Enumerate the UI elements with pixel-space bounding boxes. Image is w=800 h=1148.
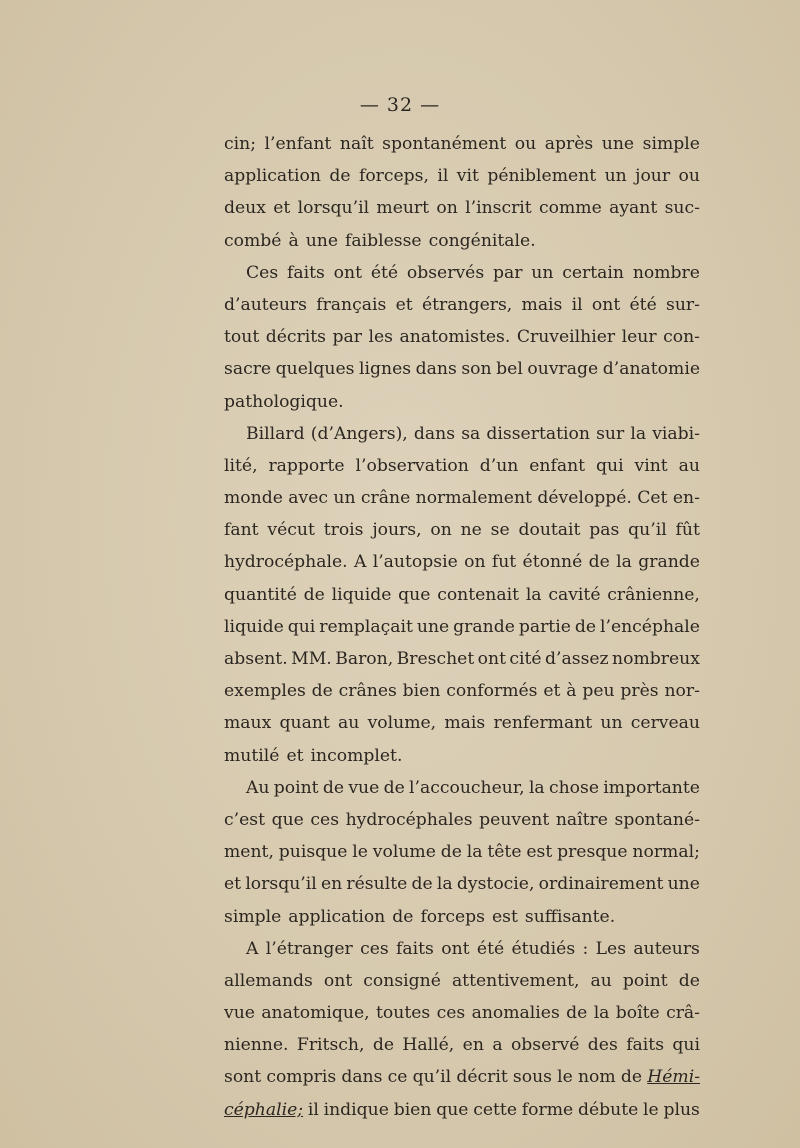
word: la bbox=[616, 552, 632, 573]
word: spontané- bbox=[614, 809, 700, 830]
word: par bbox=[492, 262, 523, 283]
word: et bbox=[543, 681, 561, 702]
word: anatomistes. bbox=[399, 327, 511, 348]
word: conformés bbox=[446, 681, 538, 702]
word: près bbox=[620, 681, 659, 702]
word: crâ- bbox=[666, 1003, 700, 1024]
word: suffisante. bbox=[524, 906, 616, 927]
word: Billard bbox=[246, 423, 305, 444]
word: normalement bbox=[415, 488, 532, 509]
word: ordinairement bbox=[538, 874, 664, 895]
word: de bbox=[311, 681, 333, 702]
word: vue bbox=[348, 777, 380, 798]
word: d’anatomie bbox=[602, 359, 700, 380]
word: la bbox=[593, 1003, 610, 1024]
word: Fritsch, bbox=[296, 1035, 365, 1056]
text-line bbox=[224, 289, 700, 321]
word: quantité bbox=[224, 584, 297, 605]
text-line bbox=[224, 740, 700, 772]
word: ont bbox=[323, 970, 353, 991]
word: on bbox=[436, 198, 458, 219]
word: ment, bbox=[224, 842, 274, 863]
word: attentivement, bbox=[451, 970, 580, 991]
paragraph-first-line bbox=[224, 933, 700, 965]
word: Baron, bbox=[335, 649, 394, 669]
word: rapporte bbox=[268, 455, 345, 476]
word: naît bbox=[339, 134, 374, 154]
word: enfant bbox=[529, 455, 586, 476]
word: étrangers, bbox=[421, 294, 513, 315]
word: avec bbox=[288, 488, 329, 509]
word: : bbox=[582, 938, 589, 959]
word: crânes bbox=[338, 681, 397, 702]
word: Hallé, bbox=[402, 1035, 455, 1056]
word: qui bbox=[596, 455, 624, 476]
word: développé. bbox=[537, 488, 632, 509]
word: forceps bbox=[420, 906, 485, 927]
word: étudiés bbox=[511, 938, 576, 959]
word: Cet bbox=[637, 488, 668, 509]
word: anomalies bbox=[471, 1003, 560, 1024]
word: l’autopsie bbox=[372, 552, 458, 573]
word: presque bbox=[557, 842, 628, 863]
word: de bbox=[574, 616, 597, 637]
word: ont bbox=[333, 262, 362, 283]
word: un bbox=[604, 166, 627, 187]
word: faits bbox=[626, 1035, 665, 1056]
text-line bbox=[224, 482, 700, 514]
word: quelques bbox=[275, 359, 355, 380]
word: (d’Angers), bbox=[310, 423, 408, 444]
word: d’un bbox=[479, 455, 519, 476]
word: de bbox=[620, 1067, 643, 1088]
text-line bbox=[224, 514, 700, 546]
word: vue bbox=[224, 1003, 255, 1024]
word: normal; bbox=[632, 842, 700, 863]
word: chose bbox=[548, 777, 600, 798]
word: A bbox=[353, 552, 367, 573]
word: mais bbox=[444, 713, 486, 734]
word: l’encéphale bbox=[599, 616, 700, 637]
word: vint bbox=[634, 455, 668, 476]
word: un bbox=[600, 713, 623, 734]
word: simple bbox=[224, 906, 282, 927]
word: de bbox=[588, 552, 610, 573]
word: sur bbox=[596, 423, 625, 444]
word: maux bbox=[224, 713, 272, 734]
word: crâne bbox=[360, 488, 411, 509]
word: auteurs bbox=[633, 938, 700, 959]
word: liquide bbox=[331, 584, 392, 605]
word: que bbox=[436, 1099, 469, 1120]
word: dans bbox=[341, 1067, 383, 1088]
word: vit bbox=[456, 166, 479, 187]
word: on bbox=[464, 552, 486, 573]
word: fut bbox=[491, 552, 517, 573]
word: incomplet. bbox=[310, 745, 403, 766]
word: indique bbox=[323, 1099, 389, 1120]
word: allemands bbox=[224, 970, 313, 991]
word: de bbox=[392, 906, 414, 927]
word: une bbox=[667, 874, 700, 895]
text-line bbox=[224, 707, 700, 739]
word: plus bbox=[663, 1099, 700, 1120]
word: que bbox=[398, 584, 431, 605]
word: de bbox=[566, 1003, 588, 1024]
text-line bbox=[224, 997, 700, 1029]
word: le bbox=[557, 1067, 573, 1088]
word: anatomique, bbox=[261, 1003, 370, 1024]
word: grande bbox=[453, 616, 515, 637]
word: forme bbox=[521, 1099, 574, 1120]
word: faiblesse bbox=[345, 230, 422, 251]
word: à bbox=[566, 681, 577, 702]
word: remplaçait bbox=[319, 616, 413, 637]
word: simple bbox=[642, 134, 700, 154]
word: viabi- bbox=[652, 423, 700, 444]
word: naître bbox=[555, 809, 608, 830]
word: de bbox=[440, 842, 462, 863]
word: une bbox=[601, 134, 635, 154]
word: hydrocéphales bbox=[345, 809, 473, 830]
word: jour bbox=[635, 166, 671, 187]
word: de bbox=[329, 166, 351, 187]
word: Cruveilhier bbox=[516, 327, 616, 348]
text-line bbox=[224, 321, 700, 353]
word: ou bbox=[678, 166, 700, 187]
text-line bbox=[224, 192, 700, 224]
word: résulte bbox=[346, 874, 408, 895]
paragraph-first-line bbox=[224, 418, 700, 450]
word: péniblement bbox=[487, 166, 597, 187]
word: sur- bbox=[666, 294, 700, 315]
word: fût bbox=[675, 520, 700, 541]
word: jours, bbox=[372, 520, 422, 541]
word: hydrocéphale. bbox=[224, 552, 348, 573]
word: peu bbox=[582, 681, 615, 702]
text-line bbox=[224, 868, 700, 900]
word: été bbox=[629, 294, 657, 315]
word: à bbox=[288, 230, 299, 251]
word: dystocie, bbox=[456, 874, 535, 895]
word: puisque bbox=[278, 842, 348, 863]
text-line bbox=[224, 611, 700, 643]
word: la bbox=[466, 842, 483, 863]
word: sont bbox=[224, 1067, 262, 1088]
word: boîte bbox=[615, 1003, 660, 1024]
text-line bbox=[224, 675, 700, 707]
word: meurt bbox=[376, 198, 430, 219]
word: mutilé bbox=[224, 745, 280, 766]
word: fant bbox=[224, 520, 259, 541]
word: trois bbox=[323, 520, 364, 541]
word: de bbox=[411, 874, 433, 895]
word: combé bbox=[224, 230, 282, 251]
word: la bbox=[630, 423, 647, 444]
word: cerveau bbox=[630, 713, 700, 734]
text-line bbox=[224, 1029, 700, 1061]
word: un bbox=[333, 488, 356, 509]
word: de bbox=[303, 584, 325, 605]
word: crânienne, bbox=[607, 584, 700, 605]
word: leur bbox=[621, 327, 657, 348]
word: dans bbox=[415, 359, 457, 380]
word: bien bbox=[393, 1099, 432, 1120]
word: a bbox=[492, 1035, 503, 1056]
word: ou bbox=[514, 134, 537, 154]
word: congénitale. bbox=[428, 230, 536, 251]
word: deux bbox=[224, 198, 266, 219]
word: été bbox=[476, 938, 505, 959]
emphasized-term: céphalie; bbox=[224, 1099, 304, 1120]
word: été bbox=[370, 262, 399, 283]
word: on bbox=[430, 520, 452, 541]
word: qu’il bbox=[628, 520, 667, 541]
word: ces bbox=[360, 938, 389, 959]
text-line bbox=[224, 160, 700, 192]
word: partie bbox=[518, 616, 571, 637]
word: l’enfant bbox=[264, 134, 332, 154]
word: lorsqu’il bbox=[245, 874, 317, 895]
text-line bbox=[224, 225, 700, 257]
word: nombreux bbox=[612, 649, 700, 669]
word: décrit bbox=[456, 1067, 508, 1088]
word: et bbox=[286, 745, 304, 766]
paragraph-first-line bbox=[224, 257, 700, 289]
word: pas bbox=[589, 520, 620, 541]
word: qui bbox=[672, 1035, 700, 1056]
word: il bbox=[437, 166, 449, 187]
word: d’auteurs bbox=[224, 294, 307, 315]
word: de bbox=[383, 777, 405, 798]
word: et bbox=[395, 294, 413, 315]
word: mais bbox=[521, 294, 563, 315]
word: une bbox=[416, 616, 450, 637]
text-line bbox=[224, 579, 700, 611]
word: sacre bbox=[224, 359, 272, 380]
word: la bbox=[525, 584, 542, 605]
word: étonné bbox=[522, 552, 583, 573]
word: point bbox=[622, 970, 668, 991]
word: lité, bbox=[224, 455, 258, 476]
word: ont bbox=[441, 938, 470, 959]
paragraph-first-line bbox=[224, 772, 700, 804]
word: se bbox=[490, 520, 510, 541]
word: sous bbox=[512, 1067, 552, 1088]
word: peuvent bbox=[479, 809, 550, 830]
text-line bbox=[224, 386, 700, 418]
word: au bbox=[678, 455, 700, 476]
text-line bbox=[224, 1094, 700, 1126]
word: et bbox=[224, 874, 242, 895]
word: exemples bbox=[224, 681, 306, 702]
text-line bbox=[224, 804, 700, 836]
word: Les bbox=[595, 938, 627, 959]
word: il bbox=[571, 294, 583, 315]
word: doutait bbox=[518, 520, 581, 541]
word: volume bbox=[372, 842, 436, 863]
word: Breschet bbox=[396, 649, 475, 669]
word: MM. bbox=[291, 649, 332, 669]
word: en- bbox=[672, 488, 700, 509]
word: des bbox=[587, 1035, 618, 1056]
word: ce bbox=[387, 1067, 408, 1088]
word: bel bbox=[496, 359, 523, 380]
word: au bbox=[338, 713, 360, 734]
word: bien bbox=[402, 681, 441, 702]
word: un bbox=[531, 262, 554, 283]
word: débute bbox=[577, 1099, 639, 1120]
text-line bbox=[224, 353, 700, 385]
word: et bbox=[273, 198, 291, 219]
word: compris bbox=[266, 1067, 337, 1088]
word: certain bbox=[562, 262, 624, 283]
word: spontanément bbox=[382, 134, 507, 154]
word: c’est bbox=[224, 809, 265, 830]
word: ayant bbox=[609, 198, 658, 219]
word: Ces bbox=[246, 262, 279, 283]
word: après bbox=[544, 134, 594, 154]
word: renfermant bbox=[493, 713, 593, 734]
word: faits bbox=[286, 262, 325, 283]
word: cin; bbox=[224, 134, 256, 154]
word: français bbox=[316, 294, 387, 315]
word: dans bbox=[413, 423, 456, 444]
word: dissertation bbox=[486, 423, 590, 444]
text-line bbox=[224, 546, 700, 578]
word: son bbox=[461, 359, 492, 380]
word: ouvrage bbox=[527, 359, 599, 380]
word: observés bbox=[406, 262, 485, 283]
word: ces bbox=[310, 809, 340, 830]
word: les bbox=[368, 327, 393, 348]
word: sa bbox=[461, 423, 481, 444]
text-line bbox=[224, 836, 700, 868]
word: toutes bbox=[376, 1003, 431, 1024]
text-line bbox=[224, 128, 700, 160]
word: l’accoucheur, bbox=[409, 777, 525, 798]
word: ont bbox=[591, 294, 621, 315]
word: cette bbox=[473, 1099, 518, 1120]
word: nienne. bbox=[224, 1035, 289, 1056]
word: la bbox=[528, 777, 545, 798]
word: en bbox=[320, 874, 343, 895]
word: suc- bbox=[664, 198, 700, 219]
word: Au bbox=[246, 777, 270, 798]
word: absent. bbox=[224, 649, 288, 669]
word: par bbox=[332, 327, 362, 348]
text-line bbox=[224, 965, 700, 997]
word: est bbox=[491, 906, 518, 927]
text-line bbox=[224, 450, 700, 482]
word: vécut bbox=[267, 520, 315, 541]
word: consigné bbox=[363, 970, 441, 991]
word: ont bbox=[477, 649, 506, 669]
text-line bbox=[224, 901, 700, 933]
word: de bbox=[322, 777, 345, 798]
word: en bbox=[462, 1035, 484, 1056]
word: cité bbox=[509, 649, 542, 669]
word: de bbox=[678, 970, 700, 991]
word: faits bbox=[396, 938, 434, 959]
word: la bbox=[436, 874, 453, 895]
word: tout bbox=[224, 327, 260, 348]
word: contenait bbox=[437, 584, 520, 605]
word: cavité bbox=[548, 584, 601, 605]
text-line bbox=[224, 1061, 700, 1093]
word: au bbox=[590, 970, 612, 991]
word: pathologique. bbox=[224, 391, 344, 412]
page-number: — 32 — bbox=[359, 94, 441, 116]
word: que bbox=[271, 809, 304, 830]
word: importante bbox=[603, 777, 700, 798]
word: nombre bbox=[632, 262, 700, 283]
word: l’inscrit bbox=[465, 198, 532, 219]
word: nor- bbox=[664, 681, 700, 702]
word: lignes bbox=[359, 359, 412, 380]
word: qui bbox=[287, 616, 316, 637]
word: point bbox=[273, 777, 319, 798]
word: d’assez bbox=[545, 649, 609, 669]
word: décrits bbox=[265, 327, 326, 348]
word: de bbox=[372, 1035, 395, 1056]
word: tête bbox=[487, 842, 522, 863]
word: qu’il bbox=[412, 1067, 452, 1088]
word: monde bbox=[224, 488, 283, 509]
word: l’observation bbox=[355, 455, 469, 476]
word: lorsqu’il bbox=[297, 198, 370, 219]
word: ne bbox=[460, 520, 482, 541]
word: application bbox=[288, 906, 386, 927]
word: comme bbox=[539, 198, 602, 219]
word: une bbox=[305, 230, 339, 251]
word: A bbox=[246, 938, 259, 959]
word: est bbox=[526, 842, 553, 863]
text-line bbox=[224, 643, 700, 675]
word: l’étranger bbox=[265, 938, 353, 959]
word: le bbox=[352, 842, 368, 863]
word: il bbox=[307, 1099, 319, 1120]
word: ces bbox=[436, 1003, 466, 1024]
word: le bbox=[643, 1099, 659, 1120]
word: nom bbox=[577, 1067, 616, 1088]
emphasized-term: Hémi- bbox=[647, 1067, 700, 1088]
word: liquide bbox=[224, 616, 284, 637]
word: grande bbox=[638, 552, 700, 573]
word: application bbox=[224, 166, 321, 187]
word: volume, bbox=[367, 713, 437, 734]
word: observé bbox=[510, 1035, 580, 1056]
word: con- bbox=[663, 327, 700, 348]
body-text bbox=[224, 128, 700, 1126]
word: quant bbox=[279, 713, 330, 734]
word: forceps, bbox=[358, 166, 429, 187]
